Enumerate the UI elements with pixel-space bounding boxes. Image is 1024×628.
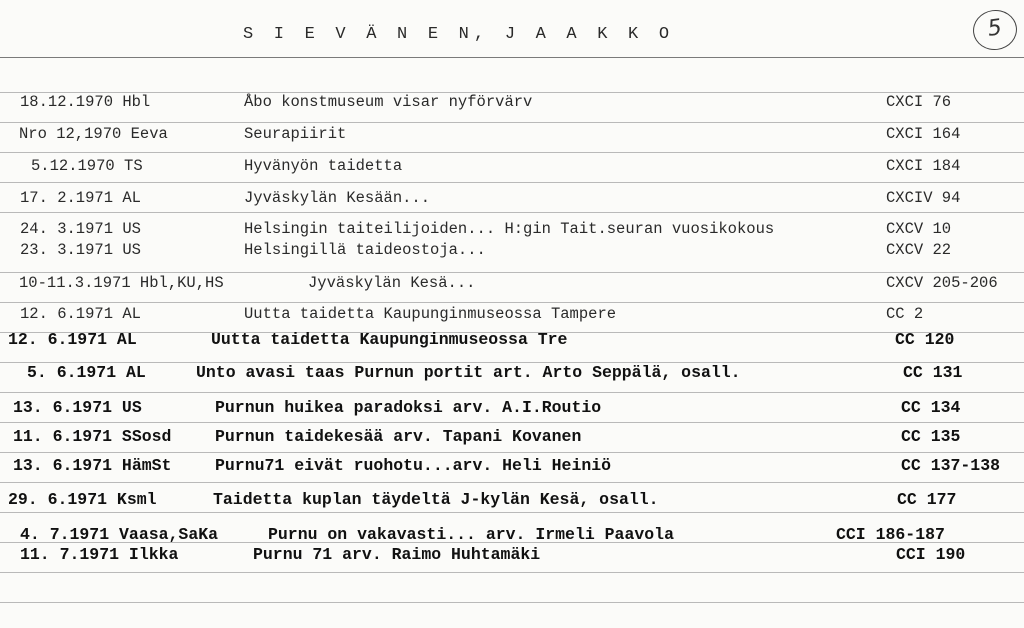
entry-date: 5. 6.1971 AL bbox=[27, 363, 146, 382]
entry-title: Purnu71 eivät ruohotu...arv. Heli Heiniö bbox=[215, 456, 612, 475]
entry-date: 11. 7.1971 Ilkka bbox=[20, 545, 179, 564]
entry-date: 12. 6.1971 AL bbox=[20, 305, 141, 323]
row-rule bbox=[0, 272, 1024, 273]
entry-date: 29. 6.1971 Ksml bbox=[8, 490, 157, 509]
entry-title: Uutta taidetta Kaupunginmuseossa Tre bbox=[211, 330, 568, 349]
entry-title: Åbo konstmuseum visar nyförvärv bbox=[244, 93, 533, 111]
entry-date: 23. 3.1971 US bbox=[20, 241, 141, 259]
entry-ref: CC 2 bbox=[886, 305, 924, 323]
entry-ref: CXCV 205-206 bbox=[886, 274, 998, 292]
entry-date: 17. 2.1971 AL bbox=[20, 189, 141, 207]
header-rule bbox=[0, 57, 1024, 58]
row-rule bbox=[0, 422, 1024, 423]
entry-date: 5.12.1970 TS bbox=[31, 157, 143, 175]
entry-date: 10-11.3.1971 Hbl,KU,HS bbox=[19, 274, 224, 292]
card-number-circle: 5 bbox=[970, 7, 1019, 53]
entry-date: 4. 7.1971 Vaasa,SaKa bbox=[20, 525, 219, 544]
entry-date: 12. 6.1971 AL bbox=[8, 330, 137, 349]
row-rule bbox=[0, 152, 1024, 153]
row-rule bbox=[0, 572, 1024, 573]
entry-title: Purnun huikea paradoksi arv. A.I.Routio bbox=[215, 398, 602, 417]
entry-ref: CC 120 bbox=[895, 330, 955, 349]
entry-ref: CCI 186-187 bbox=[836, 525, 945, 544]
entry-ref: CXCI 76 bbox=[886, 93, 952, 111]
row-rule bbox=[0, 212, 1024, 213]
row-rule bbox=[0, 512, 1024, 513]
entry-title: Helsingillä taideostoja... bbox=[244, 241, 486, 259]
entry-title: Uutta taidetta Kaupunginmuseossa Tampere bbox=[244, 305, 617, 323]
row-rule bbox=[0, 602, 1024, 603]
entry-title: Taidetta kuplan täydeltä J-kylän Kesä, osall. bbox=[213, 490, 659, 509]
card-title: S I E V Ä N E N, J A A K K O bbox=[243, 25, 675, 44]
entry-ref: CC 177 bbox=[897, 490, 957, 509]
entry-ref: CXCI 184 bbox=[886, 157, 961, 175]
entry-title: Purnu 71 arv. Raimo Huhtamäki bbox=[253, 545, 541, 564]
row-rule bbox=[0, 122, 1024, 123]
entry-ref: CXCV 22 bbox=[886, 241, 952, 259]
entry-date: 24. 3.1971 US bbox=[20, 220, 141, 238]
entry-ref: CC 134 bbox=[901, 398, 961, 417]
entry-date: 13. 6.1971 US bbox=[13, 398, 142, 417]
row-rule bbox=[0, 302, 1024, 303]
entry-title: Unto avasi taas Purnun portit art. Arto Seppälä, osall. bbox=[196, 363, 741, 382]
entry-ref: CC 135 bbox=[901, 427, 961, 446]
entry-title: Purnu on vakavasti... arv. Irmeli Paavola bbox=[268, 525, 674, 544]
entry-ref: CXCV 10 bbox=[886, 220, 952, 238]
entry-ref: CC 137-138 bbox=[901, 456, 1001, 475]
entry-ref: CXCI 164 bbox=[886, 125, 961, 143]
entry-title: Jyväskylän Kesään... bbox=[244, 189, 431, 207]
entry-date: 18.12.1970 Hbl bbox=[20, 93, 151, 111]
entry-title: Helsingin taiteilijoiden... H:gin Tait.seuran vuosikokous bbox=[244, 220, 775, 238]
entry-title: Jyväskylän Kesä... bbox=[308, 274, 476, 292]
entry-date: 13. 6.1971 HämSt bbox=[13, 456, 172, 475]
entry-ref: CXCIV 94 bbox=[886, 189, 961, 207]
row-rule bbox=[0, 482, 1024, 483]
entry-date: Nro 12,1970 Eeva bbox=[19, 125, 168, 143]
row-rule bbox=[0, 182, 1024, 183]
row-rule bbox=[0, 452, 1024, 453]
entry-title: Purnun taidekesää arv. Tapani Kovanen bbox=[215, 427, 582, 446]
entry-ref: CCI 190 bbox=[896, 545, 966, 564]
row-rule bbox=[0, 392, 1024, 393]
entry-title: Seurapiirit bbox=[244, 125, 347, 143]
entry-ref: CC 131 bbox=[903, 363, 963, 382]
entry-title: Hyvänyön taidetta bbox=[244, 157, 403, 175]
entry-date: 11. 6.1971 SSosd bbox=[13, 427, 172, 446]
